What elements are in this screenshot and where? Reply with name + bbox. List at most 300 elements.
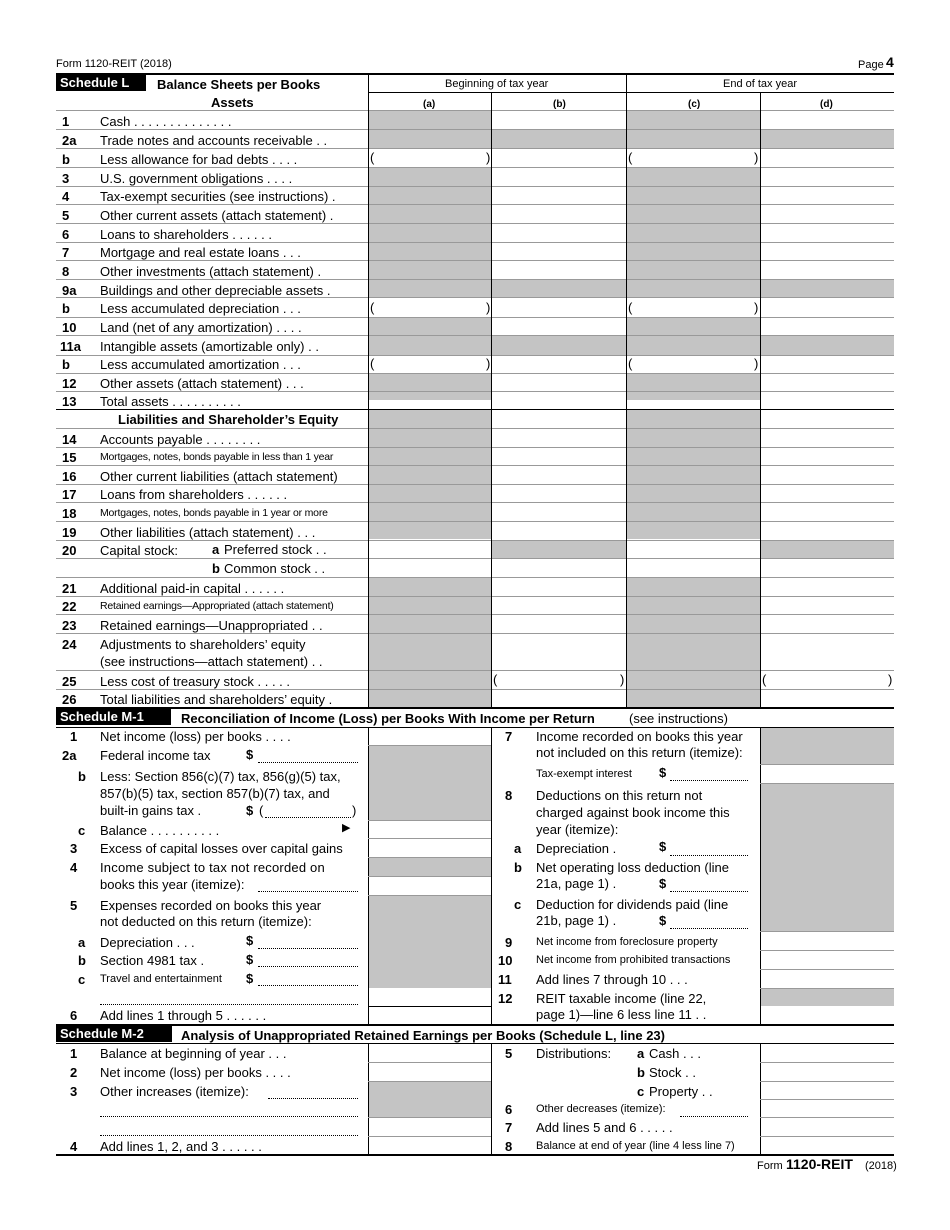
- schedule-l-cell-col-d[interactable]: [761, 634, 894, 670]
- paren-close: ): [620, 672, 625, 687]
- schedule-l-cell-col-d[interactable]: [761, 466, 894, 484]
- schedule-l-line-number: 11a: [60, 339, 81, 354]
- schedule-l-cell-col-c[interactable]: [627, 224, 760, 242]
- m2-line5b-letter: b: [637, 1065, 645, 1080]
- schedule-l-line-label: Capital stock:: [100, 543, 179, 558]
- schedule-l-cell-col-d[interactable]: [761, 448, 894, 465]
- schedule-l-cell-col-b[interactable]: [492, 149, 626, 167]
- m1-line1-num: 1: [70, 729, 78, 744]
- schedule-l-line-number: 2a: [62, 133, 77, 148]
- col-c-header: (c): [688, 99, 701, 110]
- schedule-l-cell-col-c[interactable]: [627, 298, 760, 317]
- m2-line8-num: 8: [505, 1139, 513, 1154]
- schedule-l-line-number: 8: [62, 264, 70, 279]
- schedule-m2-tag: Schedule M-2: [56, 1026, 172, 1042]
- m1-line8b-label1: Net operating loss deduction (line: [536, 860, 729, 875]
- m2-line3-itemize[interactable]: [268, 1083, 358, 1098]
- schedule-l-cell-col-c[interactable]: [627, 671, 760, 689]
- schedule-l-cell-col-b[interactable]: [492, 466, 626, 484]
- schedule-l-cell-col-c[interactable]: [627, 336, 760, 355]
- m1-line5-label1: Expenses recorded on books this year: [100, 898, 322, 913]
- schedule-l-cell-col-c[interactable]: [627, 205, 760, 223]
- schedule-l-title: Balance Sheets per Books: [157, 77, 321, 92]
- m2-line5a-amount[interactable]: [761, 1044, 894, 1062]
- schedule-l-cell-col-b[interactable]: [492, 205, 626, 223]
- m1-line2b-num: b: [78, 769, 86, 784]
- m1-line5a-dollar: $: [246, 933, 254, 948]
- m1-line3-num: 3: [70, 841, 78, 856]
- paren-close: ): [888, 672, 893, 687]
- m1-line8-label3: year (itemize):: [536, 822, 619, 837]
- m2-line5-label: Distributions:: [536, 1046, 612, 1061]
- schedule-l-cell-col-b[interactable]: [492, 356, 626, 373]
- schedule-l-cell-col-b[interactable]: [492, 298, 626, 317]
- schedule-l-cell-col-b[interactable]: [492, 615, 626, 633]
- schedule-l-cell-col-d[interactable]: [761, 280, 894, 297]
- schedule-l-cell-col-b[interactable]: [492, 597, 626, 614]
- schedule-l-cell-col-c[interactable]: [627, 448, 760, 465]
- m1-line5-total[interactable]: [369, 989, 491, 1006]
- schedule-l-cell-col-a[interactable]: [369, 130, 491, 148]
- schedule-l-line-number: 21: [62, 581, 77, 596]
- m1-line8c-num: c: [514, 897, 522, 912]
- m2-line2-label: Net income (loss) per books . . . .: [100, 1065, 291, 1080]
- m1-line12-num: 12: [498, 991, 513, 1006]
- col-b-header: (b): [553, 99, 566, 110]
- m1-line6-amount[interactable]: [369, 1007, 491, 1024]
- m2-line6-itemize[interactable]: [680, 1101, 748, 1116]
- m2-line5c-amount[interactable]: [761, 1082, 894, 1099]
- schedule-l-line-number: 19: [62, 525, 77, 540]
- schedule-l-cell-col-d[interactable]: [761, 597, 894, 614]
- schedule-l-cell-col-a[interactable]: [369, 280, 491, 297]
- schedule-l-line-number: 13: [62, 394, 77, 409]
- footer-form-prefix: Form: [757, 1160, 783, 1172]
- m1-line4-label1: Income subject to tax not recorded on: [100, 860, 325, 875]
- schedule-l-cell-col-a[interactable]: [369, 356, 491, 373]
- schedule-l-line-number: 23: [62, 618, 77, 633]
- schedule-l-cell-col-c[interactable]: [627, 280, 760, 297]
- footer-form-code: 1120-REIT: [786, 1156, 853, 1172]
- schedule-l-line-number: 26: [62, 692, 77, 707]
- schedule-l-line-number: 16: [62, 469, 77, 484]
- schedule-l-cell-col-a[interactable]: [369, 429, 491, 447]
- schedule-l-line-number: 20: [62, 543, 77, 558]
- schedule-l-cell-col-c[interactable]: [627, 168, 760, 186]
- schedule-l-line-label: Less accumulated depreciation . . .: [100, 301, 301, 316]
- line24-continuation: (see instructions—attach statement) . .: [100, 654, 323, 669]
- schedule-l-line-label: Additional paid-in capital . . . . . .: [100, 581, 285, 596]
- schedule-l-line-number: 4: [62, 189, 70, 204]
- m1-line8b-label2: 21a, page 1) .: [536, 876, 617, 891]
- schedule-l-line-label: Other investments (attach statement) .: [100, 264, 322, 279]
- m1-line5b-amount[interactable]: [258, 951, 358, 966]
- schedule-l-cell-col-b[interactable]: [492, 187, 626, 204]
- schedule-l-cell-col-a[interactable]: [369, 634, 491, 670]
- paren-open: (: [628, 356, 633, 371]
- m1-line10-amount[interactable]: [761, 951, 894, 969]
- m1-line12-amount[interactable]: [761, 1007, 894, 1024]
- schedule-l-line-label: Mortgage and real estate loans . . .: [100, 245, 301, 260]
- m1-line2b-amount[interactable]: [265, 802, 351, 817]
- schedule-l-cell-col-d[interactable]: [761, 485, 894, 502]
- schedule-l-cell-col-d[interactable]: [761, 168, 894, 186]
- schedule-l-line-label: Less accumulated amortization . . .: [100, 357, 301, 372]
- schedule-l-line-number: b: [62, 152, 70, 167]
- schedule-l-cell-col-c[interactable]: [627, 356, 760, 373]
- schedule-l-cell-col-c[interactable]: [627, 149, 760, 167]
- footer-year: (2018): [865, 1160, 897, 1172]
- m2-line3-label: Other increases (itemize):: [100, 1084, 249, 1099]
- m1-line5-label2: not deducted on this return (itemize):: [100, 914, 312, 929]
- schedule-l-cell-col-d[interactable]: [761, 205, 894, 223]
- schedule-l-cell-col-c[interactable]: [627, 578, 760, 596]
- m1-line1-amount[interactable]: [369, 728, 491, 745]
- schedule-l-cell-col-a[interactable]: [369, 671, 491, 689]
- m1-line2c-label: Balance . . . . . . . . . .: [100, 823, 220, 838]
- m1-line10-label: Net income from prohibited transactions: [536, 954, 731, 966]
- schedule-l-cell-col-d[interactable]: [761, 130, 894, 148]
- schedule-l-cell-col-b[interactable]: [492, 578, 626, 596]
- schedule-l-cell-col-d[interactable]: [761, 318, 894, 335]
- schedule-l-line-number: b: [62, 357, 70, 372]
- m1-line8a-amount[interactable]: [670, 840, 748, 855]
- schedule-l-cell-col-b[interactable]: [492, 318, 626, 335]
- schedule-l-cell-col-d[interactable]: [761, 298, 894, 317]
- schedule-l-cell-col-b[interactable]: [492, 168, 626, 186]
- schedule-l-cell-col-c[interactable]: [627, 559, 760, 577]
- page-number: 4: [886, 54, 894, 70]
- m1-line5a-label: Depreciation . . .: [100, 935, 195, 950]
- col-d-header: (d): [820, 99, 833, 110]
- schedule-m1-tag: Schedule M-1: [56, 709, 171, 725]
- m1-line9-num: 9: [505, 935, 513, 950]
- m2-line5-num: 5: [505, 1046, 513, 1061]
- schedule-l-line-label: Retained earnings—Unappropriated . .: [100, 618, 323, 633]
- schedule-l-cell-col-c[interactable]: [627, 522, 760, 540]
- m1-line3-label: Excess of capital losses over capital gains: [100, 841, 343, 856]
- m1-line2b-label2: 857(b)(5) tax, section 857(b)(7) tax, and: [100, 786, 330, 801]
- schedule-l-cell-col-b[interactable]: [492, 392, 626, 409]
- m1-line11-label: Add lines 7 through 10 . . .: [536, 972, 688, 987]
- schedule-l-tag: Schedule L: [56, 75, 146, 91]
- schedule-l-cell-col-d[interactable]: [761, 615, 894, 633]
- schedule-l-cell-col-a[interactable]: [369, 541, 491, 558]
- form-id-header: Form 1120-REIT (2018): [56, 58, 172, 70]
- schedule-l-cell-col-d[interactable]: [761, 243, 894, 260]
- schedule-l-cell-col-a[interactable]: [369, 205, 491, 223]
- m2-line8-amount[interactable]: [761, 1137, 894, 1154]
- schedule-l-line-label: U.S. government obligations . . . .: [100, 171, 293, 186]
- schedule-l-cell-col-a[interactable]: [369, 578, 491, 596]
- schedule-l-line-number: 5: [62, 208, 70, 223]
- schedule-l-cell-col-b[interactable]: [492, 130, 626, 148]
- schedule-l-cell-col-d[interactable]: [761, 392, 894, 409]
- schedule-l-cell-col-a[interactable]: [369, 187, 491, 204]
- m1-line7-label3: Tax-exempt interest: [536, 768, 632, 780]
- schedule-l-cell-col-d[interactable]: [761, 224, 894, 242]
- schedule-l-cell-col-a[interactable]: [369, 168, 491, 186]
- m1-line2b-dollar: $: [246, 803, 254, 818]
- schedule-l-cell-col-b[interactable]: [492, 503, 626, 521]
- schedule-l-line-label: Trade notes and accounts receivable . .: [100, 133, 328, 148]
- schedule-l-cell-col-a[interactable]: [369, 690, 491, 707]
- m1-line8b-num: b: [514, 860, 522, 875]
- schedule-l-cell-col-c[interactable]: [627, 392, 760, 409]
- schedule-m2-title: Analysis of Unappropriated Retained Earnings per Books (Schedule L, line 23): [181, 1028, 665, 1043]
- m2-line2-amount[interactable]: [369, 1063, 491, 1081]
- schedule-l-cell-col-b[interactable]: [492, 429, 626, 447]
- m2-line3-amount[interactable]: [369, 1118, 491, 1136]
- m2-line5c-label: Property . .: [649, 1084, 713, 1099]
- schedule-l-cell-col-b[interactable]: [492, 261, 626, 279]
- schedule-l-cell-col-c[interactable]: [627, 261, 760, 279]
- schedule-l-cell-col-c[interactable]: [627, 130, 760, 148]
- schedule-l-cell-col-a[interactable]: [369, 597, 491, 614]
- paren-close: ): [352, 803, 357, 818]
- schedule-l-cell-col-b[interactable]: [492, 448, 626, 465]
- schedule-l-cell-col-c[interactable]: [627, 485, 760, 502]
- line20a-text: Preferred stock . .: [224, 542, 327, 557]
- schedule-l-line-label: Less cost of treasury stock . . . . .: [100, 674, 291, 689]
- m2-line4-num: 4: [70, 1139, 78, 1154]
- m2-line5b-amount[interactable]: [761, 1063, 894, 1081]
- schedule-l-cell-col-b[interactable]: [492, 690, 626, 707]
- paren-open: (: [259, 803, 264, 818]
- schedule-l-cell-col-a[interactable]: [369, 522, 491, 540]
- m1-line2b-label3: built-in gains tax .: [100, 803, 202, 818]
- schedule-l-line-number: 9a: [62, 283, 77, 298]
- m1-line8b-amount[interactable]: [670, 876, 748, 891]
- schedule-l-line-number: 3: [62, 171, 70, 186]
- schedule-l-cell-col-a[interactable]: [369, 261, 491, 279]
- m1-line8-label1: Deductions on this return not: [536, 788, 703, 803]
- schedule-l-cell-col-c[interactable]: [627, 429, 760, 447]
- paren-close: ): [754, 300, 759, 315]
- schedule-l-cell-col-a[interactable]: [369, 336, 491, 355]
- schedule-l-line-number: 18: [62, 506, 77, 521]
- schedule-l-cell-col-a[interactable]: [369, 559, 491, 577]
- schedule-l-line-number: 17: [62, 487, 77, 502]
- schedule-l-cell-col-b[interactable]: [492, 224, 626, 242]
- schedule-l-cell-col-c[interactable]: [627, 690, 760, 707]
- schedule-l-line-label: Land (net of any amortization) . . . .: [100, 320, 302, 335]
- schedule-l-cell-col-a[interactable]: [369, 243, 491, 260]
- m1-line8a-dollar: $: [659, 839, 667, 854]
- schedule-l-cell-col-d[interactable]: [761, 187, 894, 204]
- paren-close: ): [486, 300, 491, 315]
- schedule-l-cell-col-a[interactable]: [369, 224, 491, 242]
- m1-line4-num: 4: [70, 860, 78, 875]
- m1-line8-label2: charged against book income this: [536, 805, 730, 820]
- m1-line7-label2: not included on this return (itemize):: [536, 745, 743, 760]
- m1-line4-itemize[interactable]: [258, 876, 358, 891]
- schedule-l-cell-col-b[interactable]: [492, 671, 626, 689]
- schedule-l-cell-col-c[interactable]: [627, 541, 760, 558]
- m2-line1-label: Balance at beginning of year . . .: [100, 1046, 287, 1061]
- schedule-l-cell-col-a[interactable]: [369, 318, 491, 335]
- schedule-l-line-label: Mortgages, notes, bonds payable in 1 year or more: [100, 507, 328, 519]
- m2-line7-amount[interactable]: [761, 1118, 894, 1136]
- m2-line5a-label: Cash . . .: [649, 1046, 702, 1061]
- line20b-text: Common stock . .: [224, 561, 326, 576]
- m1-line11-num: 11: [498, 972, 512, 987]
- arrow-right-icon: ▶: [342, 822, 351, 834]
- schedule-l-line-label: Intangible assets (amortizable only) . .: [100, 339, 319, 354]
- schedule-l-cell-col-d[interactable]: [761, 149, 894, 167]
- schedule-l-cell-col-c[interactable]: [627, 111, 760, 129]
- m1-line7-amount[interactable]: [670, 765, 748, 780]
- m1-line6-label: Add lines 1 through 5 . . . . . .: [100, 1008, 267, 1023]
- m1-line1-label: Net income (loss) per books . . . .: [100, 729, 291, 744]
- paren-open: (: [370, 356, 375, 371]
- m2-line8-label: Balance at end of year (line 4 less line 7): [536, 1140, 735, 1152]
- schedule-l-cell-col-b[interactable]: [492, 280, 626, 297]
- schedule-l-cell-col-c[interactable]: [627, 466, 760, 484]
- schedule-l-cell-col-c[interactable]: [627, 374, 760, 391]
- schedule-l-cell-col-a[interactable]: [369, 615, 491, 633]
- m2-line4-amount[interactable]: [369, 1137, 491, 1154]
- schedule-l-cell-col-b[interactable]: [492, 634, 626, 670]
- m1-line7-total[interactable]: [761, 765, 894, 783]
- schedule-l-cell-col-b[interactable]: [492, 522, 626, 540]
- m1-line8c-amount[interactable]: [670, 913, 748, 928]
- schedule-l-line-label: Loans to shareholders . . . . . .: [100, 227, 272, 242]
- schedule-l-cell-col-b[interactable]: [492, 541, 626, 558]
- paren-open: (: [370, 300, 375, 315]
- m1-line12-label1: REIT taxable income (line 22,: [536, 991, 707, 1006]
- schedule-l-cell-col-d[interactable]: [761, 559, 894, 577]
- schedule-l-line-number: 12: [62, 376, 77, 391]
- schedule-l-cell-col-d[interactable]: [761, 671, 894, 689]
- paren-close: ): [754, 150, 759, 165]
- paren-open: (: [762, 672, 767, 687]
- schedule-l-line-number: 10: [62, 320, 77, 335]
- schedule-l-line-number: 7: [62, 245, 70, 260]
- m1-line11-amount[interactable]: [761, 970, 894, 988]
- m1-line2a-num: 2a: [62, 748, 77, 763]
- m1-line8c-label1: Deduction for dividends paid (line: [536, 897, 729, 912]
- m1-line8a-label: Depreciation .: [536, 841, 617, 856]
- paren-open: (: [628, 150, 633, 165]
- m1-line2a-amount[interactable]: [258, 746, 358, 762]
- schedule-l-line-number: 22: [62, 599, 77, 614]
- schedule-l-line-number: b: [62, 301, 70, 316]
- schedule-l-cell-col-b[interactable]: [492, 485, 626, 502]
- m1-line5b-dollar: $: [246, 952, 254, 967]
- m2-line5b-label: Stock . .: [649, 1065, 696, 1080]
- schedule-l-cell-col-c[interactable]: [627, 503, 760, 521]
- schedule-l-cell-col-d[interactable]: [761, 690, 894, 707]
- beginning-of-year-label: Beginning of tax year: [445, 78, 549, 90]
- schedule-l-cell-col-d[interactable]: [761, 429, 894, 447]
- schedule-l-line-label: Buildings and other depreciable assets .: [100, 283, 331, 298]
- paren-open: (: [370, 150, 375, 165]
- m2-line3-num: 3: [70, 1084, 78, 1099]
- schedule-l-cell-col-d[interactable]: [761, 522, 894, 540]
- schedule-l-cell-col-a[interactable]: [369, 448, 491, 465]
- m2-line6-amount[interactable]: [761, 1100, 894, 1117]
- schedule-l-cell-col-b[interactable]: [492, 111, 626, 129]
- schedule-l-line-label: Other current assets (attach statement) .: [100, 208, 334, 223]
- m1-line5-num: 5: [70, 898, 78, 913]
- schedule-l-cell-col-d[interactable]: [761, 261, 894, 279]
- schedule-l-cell-col-d[interactable]: [761, 578, 894, 596]
- schedule-l-cell-col-d[interactable]: [761, 356, 894, 373]
- m2-line5c-letter: c: [637, 1084, 645, 1099]
- schedule-l-cell-col-a[interactable]: [369, 374, 491, 391]
- schedule-l-cell-col-b[interactable]: [492, 336, 626, 355]
- assets-heading: Assets: [211, 95, 254, 110]
- schedule-l-line-label: Other assets (attach statement) . . .: [100, 376, 304, 391]
- m1-line8b-dollar: $: [659, 876, 667, 891]
- m1-line4-label2: books this year (itemize):: [100, 877, 245, 892]
- schedule-l-cell-col-a[interactable]: [369, 149, 491, 167]
- schedule-l-cell-col-a[interactable]: [369, 503, 491, 521]
- schedule-l-cell-col-a[interactable]: [369, 111, 491, 129]
- m2-line6-label: Other decreases (itemize):: [536, 1103, 666, 1115]
- line20a-letter: a: [212, 542, 220, 557]
- m1-line7-label1: Income recorded on books this year: [536, 729, 743, 744]
- schedule-l-cell-col-b[interactable]: [492, 374, 626, 391]
- schedule-l-cell-col-d[interactable]: [761, 374, 894, 391]
- m1-line5c-amount[interactable]: [258, 970, 358, 985]
- m2-line5a-letter: a: [637, 1046, 645, 1061]
- m2-line7-label: Add lines 5 and 6 . . . . .: [536, 1120, 673, 1135]
- schedule-l-line-number: 15: [62, 450, 77, 465]
- col-a-header: (a): [423, 99, 436, 110]
- m1-line2a-dollar: $: [246, 747, 254, 762]
- schedule-l-cell-col-d[interactable]: [761, 336, 894, 355]
- m2-line6-num: 6: [505, 1102, 513, 1117]
- schedule-l-cell-col-a[interactable]: [369, 392, 491, 409]
- schedule-l-cell-col-c[interactable]: [627, 597, 760, 614]
- schedule-l-line-label: Other liabilities (attach statement) . . .: [100, 525, 316, 540]
- schedule-l-cell-col-a[interactable]: [369, 466, 491, 484]
- schedule-l-cell-col-a[interactable]: [369, 298, 491, 317]
- m2-line4-label: Add lines 1, 2, and 3 . . . . . .: [100, 1139, 262, 1154]
- m1-line7-num: 7: [505, 729, 513, 744]
- m1-line5a-amount[interactable]: [258, 933, 358, 948]
- m1-line2c-num: c: [78, 823, 86, 838]
- schedule-l-cell-col-c[interactable]: [627, 318, 760, 335]
- m1-line2c-amount[interactable]: [369, 821, 491, 838]
- paren-close: ): [754, 356, 759, 371]
- schedule-l-cell-col-c[interactable]: [627, 615, 760, 633]
- schedule-l-line-label: Retained earnings—Appropriated (attach statement): [100, 600, 334, 612]
- schedule-l-cell-col-d[interactable]: [761, 111, 894, 129]
- m1-line3-amount[interactable]: [369, 839, 491, 857]
- schedule-l-cell-col-a[interactable]: [369, 485, 491, 502]
- schedule-l-cell-col-b[interactable]: [492, 559, 626, 577]
- schedule-l-line-label: Total assets . . . . . . . . . .: [100, 394, 241, 409]
- liabilities-heading: Liabilities and Shareholder’s Equity: [118, 412, 339, 427]
- schedule-l-cell-col-c[interactable]: [627, 634, 760, 670]
- m1-line9-amount[interactable]: [761, 932, 894, 950]
- schedule-l-cell-col-d[interactable]: [761, 503, 894, 521]
- line20b-letter: b: [212, 561, 220, 576]
- m1-line4-amount[interactable]: [369, 877, 491, 895]
- schedule-l-line-label: Tax-exempt securities (see instructions) .: [100, 189, 336, 204]
- schedule-l-cell-col-c[interactable]: [627, 243, 760, 260]
- m2-line1-amount[interactable]: [369, 1044, 491, 1062]
- m1-line8-num: 8: [505, 788, 513, 803]
- schedule-l-line-label: Cash . . . . . . . . . . . . . .: [100, 114, 232, 129]
- schedule-l-cell-col-b[interactable]: [492, 243, 626, 260]
- m1-line5a-num: a: [78, 935, 86, 950]
- schedule-l-cell-col-c[interactable]: [627, 187, 760, 204]
- schedule-l-cell-col-d[interactable]: [761, 541, 894, 558]
